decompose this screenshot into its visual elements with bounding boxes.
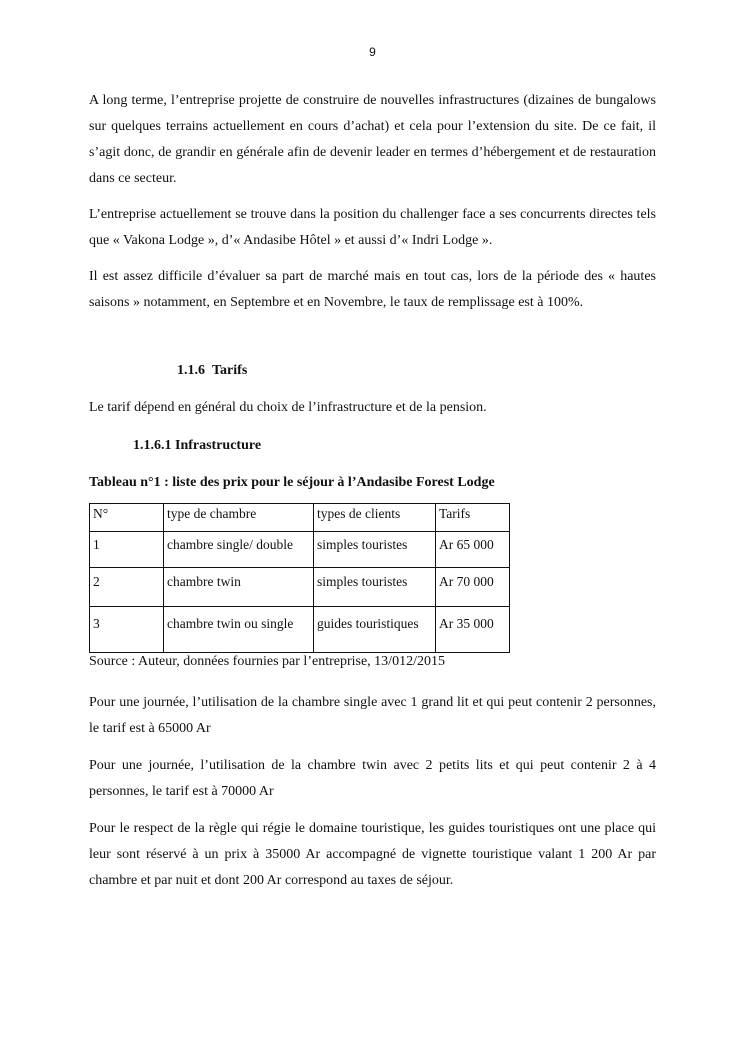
table-cell: guides touristiques	[314, 607, 436, 653]
table-cell: simples touristes	[314, 568, 436, 607]
section-title: Tarifs	[212, 363, 248, 378]
section-heading-tarifs	[177, 360, 656, 382]
paragraph-guides: Pour le respect de la règle qui régie le domaine touristique, les guides touristiques ont une place qui leur sont réservé à un prix à 35000 Ar accompagné de vignette touristique valant 1 200 Ar par chambre et par nuit et dont 200 Ar correspond au taxes de séjour.	[89, 821, 656, 888]
table-row	[90, 568, 510, 607]
table-cell: 1	[90, 532, 164, 568]
table-cell: chambre twin	[164, 568, 314, 607]
document-body	[89, 88, 656, 894]
table-cell: Ar 35 000	[436, 607, 510, 653]
table-header-cell: Tarifs	[436, 504, 510, 532]
paragraph-twin-room: Pour une journée, l’utilisation de la chambre twin avec 2 petits lits et qui peut contenir 2 à 4 personnes, le tarif est à 70000 Ar	[89, 758, 656, 799]
table-cell: simples touristes	[314, 532, 436, 568]
table-cell: 3	[90, 607, 164, 653]
table-cell: chambre single/ double	[164, 532, 314, 568]
table-header-cell: type de chambre	[164, 504, 314, 532]
paragraph-market-share: Il est assez difficile d’évaluer sa part de marché mais en tout cas, lors de la période des « hautes saisons » notamment, en Septembre et en Novembre, le taux de remplissage est à 100%.	[89, 269, 656, 310]
paragraph-tariff-intro: Le tarif dépend en général du choix de l’infrastructure et de la pension.	[89, 400, 487, 415]
price-table	[89, 503, 510, 653]
table-cell: chambre twin ou single	[164, 607, 314, 653]
table-cell: Ar 65 000	[436, 532, 510, 568]
table-header-cell: types de clients	[314, 504, 436, 532]
section-number: 1.1.6	[177, 363, 205, 378]
table-source-note: Source : Auteur, données fournies par l’entreprise, 13/012/2015	[89, 654, 445, 669]
table-row	[90, 532, 510, 568]
table-header-row	[90, 504, 510, 532]
table-row	[90, 607, 510, 653]
paragraph-competitors: L’entreprise actuellement se trouve dans la position du challenger face a ses concurrents directes tels que « Vakona Lodge », d’« Andasibe Hôtel » et aussi d’« Indri Lodge ».	[89, 207, 656, 248]
table-caption: Tableau n°1 : liste des prix pour le séjour à l’Andasibe Forest Lodge	[89, 475, 495, 490]
subsection-heading-infrastructure: 1.1.6.1 Infrastructure	[133, 438, 262, 453]
table-cell: 2	[90, 568, 164, 607]
paragraph-single-room: Pour une journée, l’utilisation de la chambre single avec 1 grand lit et qui peut contenir 2 personnes, le tarif est à 65000 Ar	[89, 695, 656, 736]
paragraph-long-term-plans: A long terme, l’entreprise projette de construire de nouvelles infrastructures (dizaines de bungalows sur quelques terrains actuellement en cours d’achat) et cela pour l’extension du site. De ce fait, il s’agit donc, de grandir en générale afin de devenir leader en termes d’hébergement et de restauration dans ce secteur.	[89, 93, 656, 186]
table-cell: Ar 70 000	[436, 568, 510, 607]
table-header-cell: N°	[90, 504, 164, 532]
page-number: 9	[369, 45, 376, 59]
